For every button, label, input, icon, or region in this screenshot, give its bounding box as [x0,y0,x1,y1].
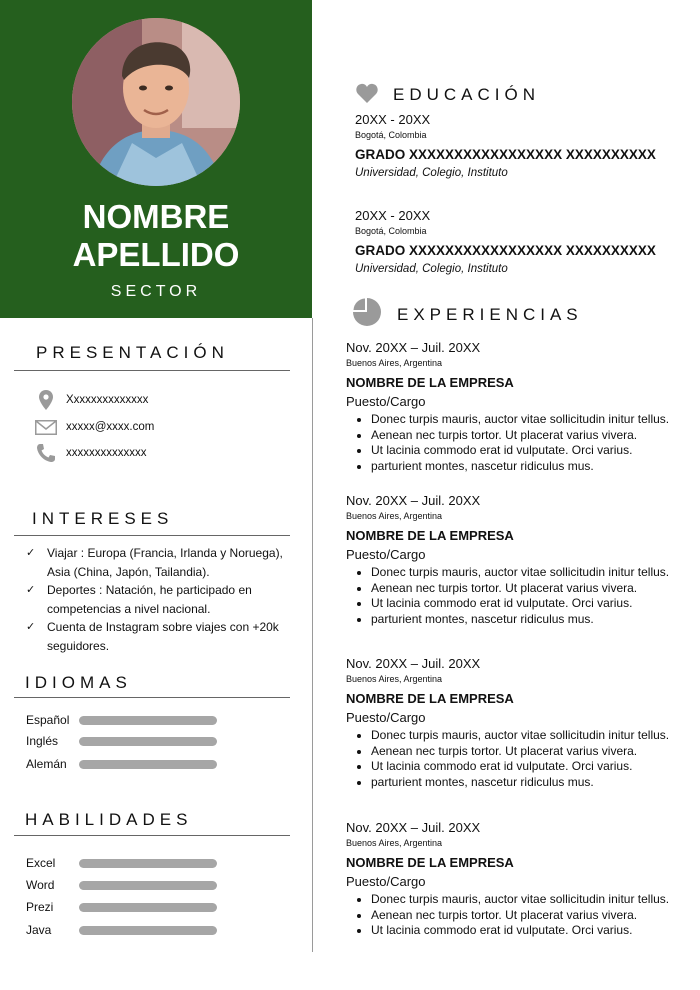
experience-date: Nov. 20XX – Juil. 20XX [346,820,481,835]
experience-entry [346,493,686,627]
experience-company: NOMBRE DE LA EMPRESA [346,375,514,390]
interest-item: ✓ Cuenta de Instagram sobre viajes con +20k seguidores. [26,618,296,655]
language-label: Español [26,713,70,727]
address-text: Xxxxxxxxxxxxxx [66,394,149,406]
profile-photo-illustration [72,18,240,186]
profile-photo [72,18,240,186]
language-row [26,733,226,749]
phone-row [34,443,147,463]
experience-company: NOMBRE DE LA EMPRESA [346,528,514,543]
experience-bullet: • Ut lacinia commodo erat id vulputate. Orci varius. [371,596,686,612]
last-name: APELLIDO [72,236,240,273]
experience-bullet: • Donec turpis mauris, auctor vitae sollicitudin initur tellus. [371,412,686,428]
experience-bullet: • parturient montes, nascetur ridiculus mus. [371,459,686,475]
experience-bullet: • Ut lacinia commodo erat id vulputate. Orci varius. [371,923,686,939]
education-degree: GRADO XXXXXXXXXXXXXXXXX XXXXXXXXXX [355,243,656,258]
experience-entry [346,340,686,474]
envelope-icon [34,417,58,437]
education-entry [355,208,685,276]
skill-level-bar [79,881,217,890]
profile-header [0,0,312,318]
skill-label: Java [26,923,52,937]
experience-bullets [346,565,686,627]
experience-bullet: • parturient montes, nascetur ridiculus mus. [371,612,686,628]
email-text: xxxxx@xxxx.com [66,421,155,433]
phone-text: xxxxxxxxxxxxxx [66,447,147,459]
experience-bullet: • Aenean nec turpis tortor. Ut placerat varius vivera. [371,581,686,597]
experience-company: NOMBRE DE LA EMPRESA [346,855,514,870]
experience-bullet: • parturient montes, nascetur ridiculus mus. [371,775,686,791]
experience-city: Buenos Aires, Argentina [346,674,443,684]
experience-entry [346,656,686,790]
language-label: Alemán [26,757,67,771]
language-level-bar [79,760,217,769]
pie-chart-icon [353,298,381,331]
experience-role: Puesto/Cargo [346,394,426,409]
education-city: Bogotá, Colombia [355,226,427,236]
language-row [26,756,226,772]
experience-city: Buenos Aires, Argentina [346,358,443,368]
idiomas-rule [14,697,290,698]
experience-city: Buenos Aires, Argentina [346,838,443,848]
idiomas-title: IDIOMAS [25,673,132,692]
language-row [26,712,226,728]
habilidades-rule [14,835,290,836]
skill-level-bar [79,859,217,868]
experience-date: Nov. 20XX – Juil. 20XX [346,656,481,671]
location-pin-icon [34,390,58,410]
experience-bullet: • Aenean nec turpis tortor. Ut placerat varius vivera. [371,744,686,760]
experience-bullet: • Ut lacinia commodo erat id vulputate. Orci varius. [371,443,686,459]
experience-role: Puesto/Cargo [346,874,426,889]
heart-icon [356,83,378,108]
educacion-title: EDUCACIÓN [393,85,541,104]
language-label: Inglés [26,734,59,748]
intereses-list [26,544,296,655]
skill-row [26,899,226,915]
education-institution: Universidad, Colegio, Instituto [355,167,508,179]
experience-bullet: • Aenean nec turpis tortor. Ut placerat varius vivera. [371,908,686,924]
intereses-rule [14,535,290,536]
phone-icon [34,443,58,463]
experience-bullet: • Donec turpis mauris, auctor vitae sollicitudin initur tellus. [371,892,686,908]
skill-label: Excel [26,856,56,870]
skill-row [26,877,226,893]
skill-row [26,922,226,938]
experience-bullets [346,892,686,939]
experiencias-title: EXPERIENCIAS [397,305,583,324]
education-date: 20XX - 20XX [355,112,431,127]
education-entry [355,112,685,180]
presentacion-rule [14,370,290,371]
sector-label: SECTOR [110,283,202,300]
skill-level-bar [79,903,217,912]
first-name: NOMBRE [82,198,230,235]
experience-bullet: • Ut lacinia commodo erat id vulputate. Orci varius. [371,759,686,775]
skill-row [26,855,226,871]
experience-bullet: • Donec turpis mauris, auctor vitae sollicitudin initur tellus. [371,728,686,744]
experience-bullets [346,412,686,474]
column-divider [312,318,313,952]
skill-label: Prezi [26,900,54,914]
experience-company: NOMBRE DE LA EMPRESA [346,691,514,706]
habilidades-title: HABILIDADES [25,810,193,829]
experience-bullet: • Donec turpis mauris, auctor vitae sollicitudin initur tellus. [371,565,686,581]
experience-bullets [346,728,686,790]
experience-date: Nov. 20XX – Juil. 20XX [346,340,481,355]
skill-label: Word [26,878,55,892]
skill-level-bar [79,926,217,935]
experience-entry [346,820,686,939]
language-level-bar [79,737,217,746]
experience-role: Puesto/Cargo [346,710,426,725]
interest-item: ✓ Viajar : Europa (Francia, Irlanda y Noruega), Asia (China, Japón, Tailandia). [26,544,296,581]
experience-role: Puesto/Cargo [346,547,426,562]
experience-date: Nov. 20XX – Juil. 20XX [346,493,481,508]
address-row [34,390,148,410]
experience-city: Buenos Aires, Argentina [346,511,443,521]
intereses-title: INTERESES [32,509,174,528]
education-degree: GRADO XXXXXXXXXXXXXXXXX XXXXXXXXXX [355,147,656,162]
presentacion-title: PRESENTACIÓN [36,343,229,362]
education-institution: Universidad, Colegio, Instituto [355,263,508,275]
education-city: Bogotá, Colombia [355,130,427,140]
interest-item: ✓ Deportes : Natación, he participado en competencias a nivel nacional. [26,581,296,618]
experience-bullet: • Aenean nec turpis tortor. Ut placerat varius vivera. [371,428,686,444]
full-name [0,198,312,274]
education-date: 20XX - 20XX [355,208,431,223]
language-level-bar [79,716,217,725]
email-row [34,417,154,437]
